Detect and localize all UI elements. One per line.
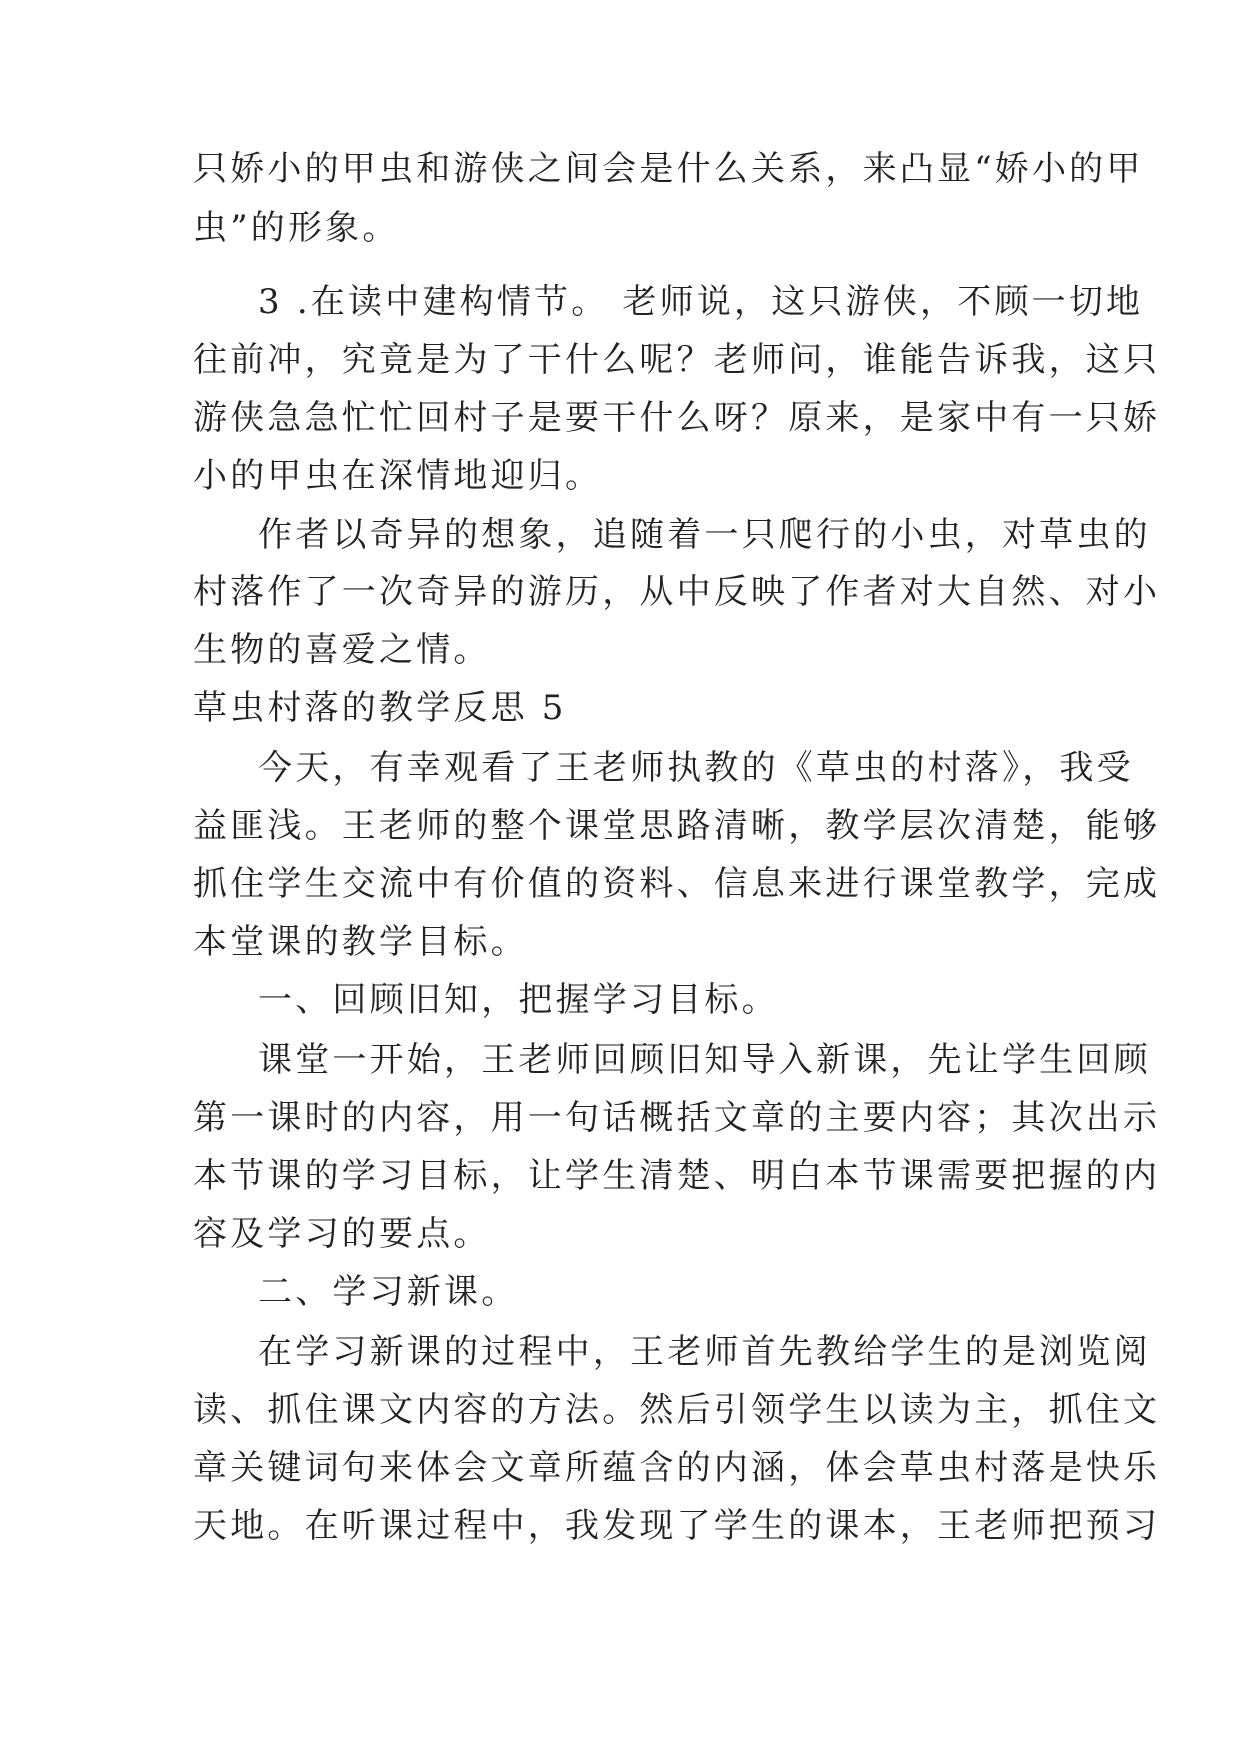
text-line: 益匪浅。王老师的整个课堂思路清晰，教学层次清楚，能够 <box>193 806 1161 846</box>
text-line: 生物的喜爱之情。 <box>193 630 491 670</box>
text-line: 村落作了一次奇异的游历，从中反映了作者对大自然、对小 <box>193 572 1161 612</box>
text-line: 今天，有幸观看了王老师执教的《草虫的村落》，我受 <box>258 748 1134 788</box>
text-line: 抓住学生交流中有价值的资料、信息来进行课堂教学，完成 <box>193 864 1161 904</box>
text-line: 课堂一开始，王老师回顾旧知导入新课，先让学生回顾 <box>258 1040 1151 1080</box>
text-line: 作者以奇异的想象，追随着一只爬行的小虫，对草虫的 <box>258 515 1151 555</box>
section-heading: 草虫村落的教学反思 5 <box>193 688 567 728</box>
text-line: 往前冲，究竟是为了干什么呢？老师问，谁能告诉我，这只 <box>193 340 1161 380</box>
text-line: 章关键词句来体会文章所蕴含的内涵，体会草虫村落是快乐 <box>193 1448 1161 1488</box>
text-line: 虫”的形象。 <box>193 208 400 248</box>
text-line: 读、抓住课文内容的方法。然后引领学生以读为主，抓住文 <box>193 1390 1161 1430</box>
subheading: 二、学习新课。 <box>258 1272 519 1312</box>
text-line: 本节课的学习目标，让学生清楚、明白本节课需要把握的内 <box>193 1156 1161 1196</box>
text-line: 本堂课的教学目标。 <box>193 922 528 962</box>
subheading: 一、回顾旧知，把握学习目标。 <box>258 980 779 1020</box>
text-line: 3 .在读中建构情节。 老师说，这只游侠，不顾一切地 <box>258 282 1144 322</box>
text-line: 在学习新课的过程中，王老师首先教给学生的是浏览阅 <box>258 1332 1151 1372</box>
text-line: 游侠急急忙忙回村子是要干什么呀？原来，是家中有一只娇 <box>193 398 1161 438</box>
text-line: 只娇小的甲虫和游侠之间会是什么关系，来凸显“娇小的甲 <box>193 149 1144 189</box>
text-line: 小的甲虫在深情地迎归。 <box>193 456 603 496</box>
text-line: 容及学习的要点。 <box>193 1214 491 1254</box>
text-line: 第一课时的内容，用一句话概括文章的主要内容；其次出示 <box>193 1098 1161 1138</box>
text-line: 天地。在听课过程中，我发现了学生的课本，王老师把预习 <box>193 1506 1161 1546</box>
